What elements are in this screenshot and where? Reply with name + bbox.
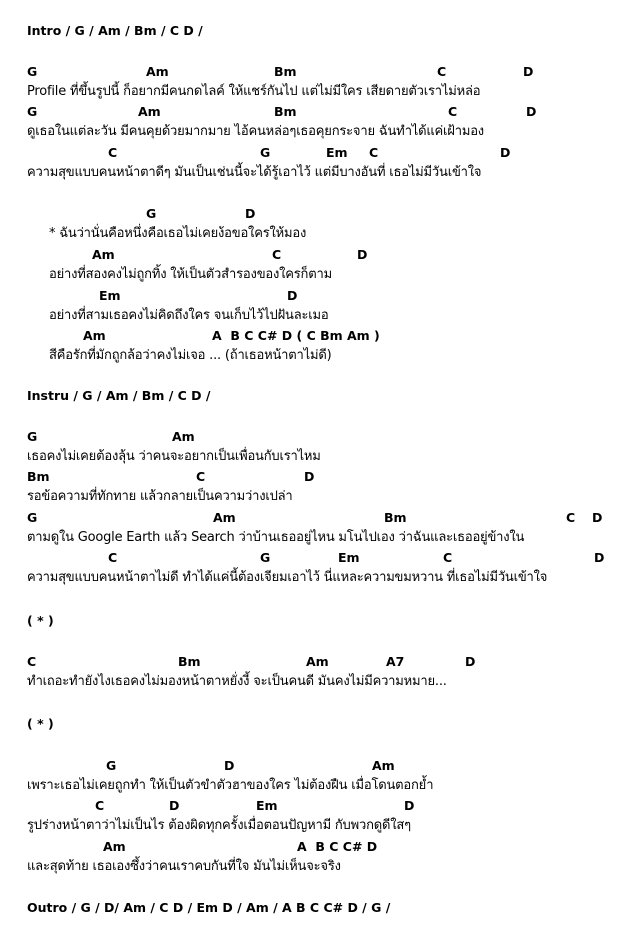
chord-label: G bbox=[106, 758, 117, 773]
chord-label: Bm bbox=[178, 654, 201, 669]
chord-label: Bm bbox=[384, 510, 407, 525]
chord-label: D bbox=[304, 469, 315, 484]
chord-label: G bbox=[27, 104, 38, 119]
chord-label: C bbox=[196, 469, 206, 484]
chord-label: Am bbox=[372, 758, 395, 773]
section-heading: ( * ) bbox=[27, 613, 54, 628]
chord-label: Am bbox=[103, 839, 126, 854]
section-heading: Instru / G / Am / Bm / C D / bbox=[27, 388, 211, 403]
chord-label: Bm bbox=[274, 64, 297, 79]
chord-label: D bbox=[287, 288, 298, 303]
chord-label: Em bbox=[256, 798, 278, 813]
chord-label: D bbox=[224, 758, 235, 773]
chord-label: D bbox=[245, 206, 256, 221]
chord-label: C bbox=[437, 64, 447, 79]
lyric-line: อย่างที่สามเธอคงไม่คิดถึงใคร จนเก็บไว้ไปฝันละเมอ bbox=[49, 308, 329, 323]
chord-label: G bbox=[260, 145, 271, 160]
chord-label: Bm bbox=[27, 469, 50, 484]
chord-label: Bm bbox=[274, 104, 297, 119]
chord-label: C bbox=[443, 550, 453, 565]
chord-label: Em bbox=[338, 550, 360, 565]
section-heading: Outro / G / D/ Am / C D / Em D / Am / A B C C# D / G / bbox=[27, 900, 391, 915]
chord-label: Am bbox=[83, 328, 106, 343]
chord-label: G bbox=[27, 64, 38, 79]
chord-label: G bbox=[260, 550, 271, 565]
chord-label: D bbox=[404, 798, 415, 813]
lyric-line: ตามดูใน Google Earth แล้ว Search ว่าบ้านเธออยู่ไหน มโนไปเอง ว่าฉันและเธออยู่ข้างใน bbox=[27, 530, 525, 545]
chord-label: D bbox=[523, 64, 534, 79]
lyric-line: * ฉันว่านั่นคือหนึ่งคือเธอไม่เคยง้อขอใครให้มอง bbox=[49, 226, 307, 241]
chord-label: D bbox=[594, 550, 605, 565]
chord-label: Am bbox=[92, 247, 115, 262]
chord-label: Em bbox=[326, 145, 348, 160]
chord-label: Am bbox=[213, 510, 236, 525]
lyric-line: ดูเธอในแต่ละวัน มีคนคุยด้วยมากมาย ไอ้คนหล่อๆเธอคุยกระจาย ฉันทำได้แค่เฝ้ามอง bbox=[27, 124, 484, 139]
lyric-line: สีคือรักที่มักถูกล้อว่าคงไม่เจอ ... (ถ้าเธอหน้าตาไม่ดี) bbox=[49, 348, 332, 363]
chord-label: C bbox=[27, 654, 37, 669]
chord-label: C bbox=[272, 247, 282, 262]
lyric-line: รอข้อความที่ทักทาย แล้วกลายเป็นความว่างเปล่า bbox=[27, 489, 293, 504]
chord-label: C bbox=[369, 145, 379, 160]
chord-label: A B C C# D bbox=[297, 839, 378, 854]
chord-label: G bbox=[27, 429, 38, 444]
lyric-line: รูปร่างหน้าตาว่าไม่เป็นไร ต้องผิดทุกครั้งเมื่อตอนปัญหามี กับพวกดูดีใสๆ bbox=[27, 818, 411, 833]
chord-label: Am bbox=[138, 104, 161, 119]
chord-label: Em bbox=[99, 288, 121, 303]
lyric-line: Profile ที่ขึ้นรูปนี้ ก็อยากมีคนกดไลค์ ให้แชร์กันไป แต่ไม่มีใคร เสียดายตัวเราไม่หล่อ bbox=[27, 84, 481, 99]
chord-label: D bbox=[465, 654, 476, 669]
chord-label: Am bbox=[306, 654, 329, 669]
section-heading: Intro / G / Am / Bm / C D / bbox=[27, 23, 203, 38]
chord-label: G bbox=[27, 510, 38, 525]
lyric-line: ทำเถอะทำยังไงเธอคงไม่มองหน้าตาหยั่งงี้ จะเป็นคนดี มันคงไม่มีความหมาย... bbox=[27, 674, 447, 689]
lyric-line: เพราะเธอไม่เคยถูกทำ ให้เป็นตัวขำตัวฮาของใคร ไม่ต้องฝืน เมื่อโดนตอกย้ำ bbox=[27, 778, 434, 793]
lyric-line: ความสุขแบบคนหน้าตาไม่ดี ทำได้แค่นี้ต้องเจียมเอาไว้ นี่แหละความขมหวาน ที่เธอไม่มีวันเข้าใจ bbox=[27, 570, 548, 585]
lyric-line: อย่างที่สองคงไม่ถูกทิ้ง ให้เป็นตัวสำรองของใครก็ตาม bbox=[49, 267, 332, 282]
chord-label: C bbox=[95, 798, 105, 813]
lyric-line: ความสุขแบบคนหน้าตาดีๆ มันเป็นเช่นนี้จะได้รู้เอาไว้ แต่มีบางอันที่ เธอไม่มีวันเข้าใจ bbox=[27, 165, 482, 180]
chord-label: C bbox=[108, 145, 118, 160]
chord-label: D bbox=[526, 104, 537, 119]
chord-label: D bbox=[500, 145, 511, 160]
chord-label: C bbox=[448, 104, 458, 119]
chord-label: A B C C# D ( C Bm Am ) bbox=[212, 328, 380, 343]
chord-label: A7 bbox=[386, 654, 405, 669]
chord-label: C bbox=[108, 550, 118, 565]
chord-label: Am bbox=[172, 429, 195, 444]
lyric-line: เธอคงไม่เคยต้องลุ้น ว่าคนจะอยากเป็นเพื่อนกับเราไหม bbox=[27, 449, 321, 464]
chord-label: D bbox=[169, 798, 180, 813]
chord-label: D bbox=[357, 247, 368, 262]
chord-label: D bbox=[592, 510, 603, 525]
chord-label: C bbox=[566, 510, 576, 525]
section-heading: ( * ) bbox=[27, 716, 54, 731]
chord-label: Am bbox=[146, 64, 169, 79]
lyric-line: และสุดท้าย เธอเองซึ้งว่าคนเราคบกันที่ใจ มันไม่เห็นจะจริง bbox=[27, 859, 341, 874]
chord-label: G bbox=[146, 206, 157, 221]
